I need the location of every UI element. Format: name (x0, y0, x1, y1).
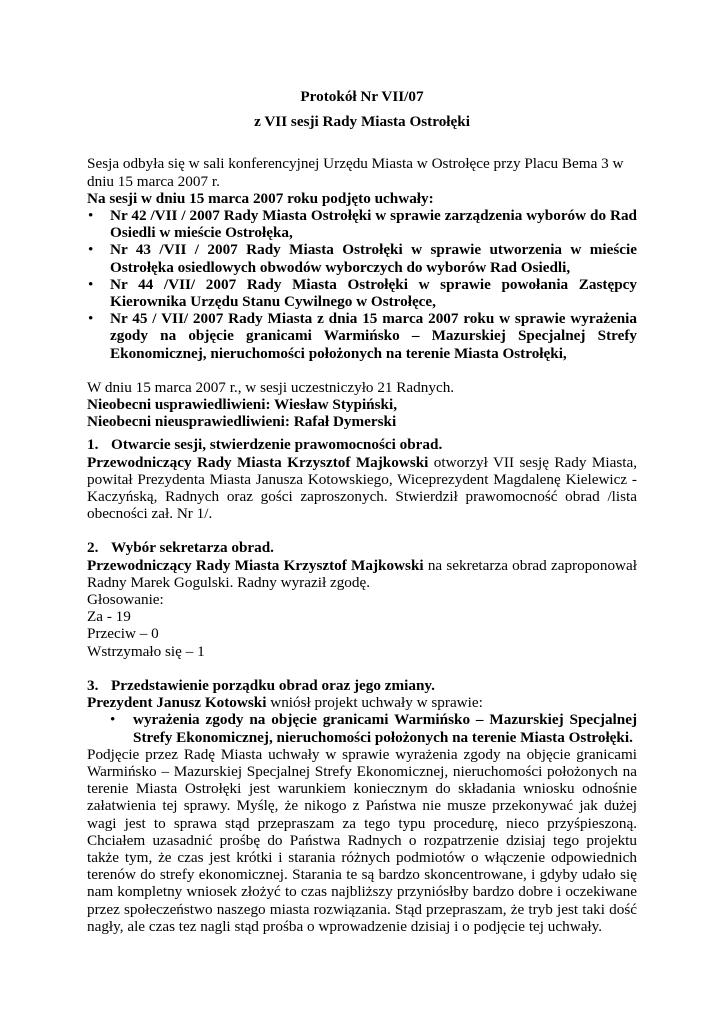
bullet-icon: • (88, 241, 94, 259)
resolutions-list (87, 207, 637, 362)
section-2-body: Przewodniczący Rady Miasta Krzysztof Majkowski na sekretarza obrad zaproponował Radny Marek Gogulski. Radny wyraził zgodę. (87, 556, 637, 591)
intro-paragraph: Sesja odbyła się w sali konferencyjnej Urzędu Miasta w Ostrołęce przy Placu Bema 3 w dniu 15 marca 2007 r. (87, 155, 624, 190)
votes-against: Przeciw – 0 (87, 625, 159, 643)
resolutions-heading: Na sesji w dniu 15 marca 2007 roku podjęto uchwały: (87, 189, 434, 207)
bullet-icon: • (110, 711, 116, 729)
document-content (87, 88, 637, 935)
resolution-item: • Nr 44 /VII/ 2007 Rady Miasta Ostrołęki w sprawie powołania Zastępcy Kierownika Urzędu Stanu Cywilnego w Ostrołęce, (88, 275, 637, 311)
attendance-text: W dniu 15 marca 2007 r., w sesji uczestniczyło 21 Radnych. (87, 378, 455, 396)
voting-label: Głosowanie: (87, 591, 164, 609)
votes-abstain: Wstrzymało się – 1 (87, 642, 205, 660)
section-2-title: 2. Wybór sekretarza obrad. (87, 539, 274, 557)
section-3-body: Podjęcie przez Radę Miasta uchwały w sprawie wyrażenia zgody na objęcie granicami Warmińsko – Mazurskiej Specjalnej Strefy Ekonomicznej, nieruchomości położonych na terenie Miasta Ostrołęki jest warunkiem koniecznym do składania wniosku odnośnie załatwienia tej sprawy. Myślę, że nikogo z Państwa nie musze przekonywać jak dużej wagi jest to sprawa stąd przepraszam za tego typu procedurę, nieco przyśpieszoną. Chciałem uzasadnić prośbę do Państwa Radnych o rozpatrzenie dzisiaj tego projektu także tym, że czas jest krótki i starania różnych podmiotów o włączenie odpowiednich terenów do strefy ekonomicznej. Starania te są bardzo skoncentrowane, i gdyby udało się nam kompletny wniosek złożyć to czas najbliższy przyniósłby bardzo dobre i oczekiwane przez społeczeństwo naszego miasta rozwiązania. Stąd przepraszam, że tryb jest taki dość nagły, ale czas tez nagli stąd prośba o wprowadzenie dzisiaj i o podjęcie tej uchwały. (87, 745, 637, 935)
section-3-intro: Prezydent Janusz Kotowski wniósł projekt uchwały w sprawie: (87, 694, 483, 712)
resolution-item: • Nr 45 / VII/ 2007 Rady Miasta z dnia 15 marca 2007 roku w sprawie wyrażenia zgody na objęcie granicami Warmińsko – Mazurskiej Specjalnej Strefy Ekonomicznej, nieruchomości położonych na terenie Miasta Ostrołęki, (88, 310, 637, 362)
bullet-icon: • (88, 207, 94, 225)
absent-unexcused: Nieobecni nieusprawiedliwieni: Rafał Dymerski (87, 413, 397, 431)
absent-excused: Nieobecni usprawiedliwieni: Wiesław Stypiński, (87, 396, 397, 414)
section-3-title: 3. Przedstawienie porządku obrad oraz jego zmiany. (87, 676, 435, 694)
session-subtitle: z VII sesji Rady Miasta Ostrołęki (254, 113, 470, 131)
section-3-item: • wyrażenia zgody na objęcie granicami Warmińsko – Mazurskiej Specjalnej Strefy Ekonomicznej, nieruchomości położonych na terenie Miasta Ostrołęki. (110, 711, 637, 746)
protocol-title: Protokół Nr VII/07 (300, 88, 424, 105)
section-1-body: Przewodniczący Rady Miasta Krzysztof Majkowski otworzył VII sesję Rady Miasta, powitał Prezydenta Miasta Janusza Kotowskiego, Wiceprezydent Magdalenę Kielewicz - Kaczyńską, Radnych oraz gości zaproszonych. Stwierdził prawomocność obrad /lista obecności zał. Nr 1/. (87, 453, 637, 523)
resolution-item: • Nr 43 /VII / 2007 Rady Miasta Ostrołęki w sprawie utworzenia w mieście Ostrołęka osiedlowych obwodów wyborczych do wyborów Rad Osiedli, (88, 241, 637, 276)
bullet-icon: • (88, 275, 94, 293)
votes-for: Za - 19 (87, 608, 131, 626)
resolution-item: • Nr 42 /VII / 2007 Rady Miasta Ostrołęki w sprawie zarządzenia wyborów do Rad Osiedli w mieście Ostrołęka, (88, 207, 637, 242)
section-1-title: 1. Otwarcie sesji, stwierdzenie prawomocności obrad. (87, 436, 443, 454)
section-3-list (87, 711, 637, 745)
bullet-icon: • (88, 310, 94, 328)
